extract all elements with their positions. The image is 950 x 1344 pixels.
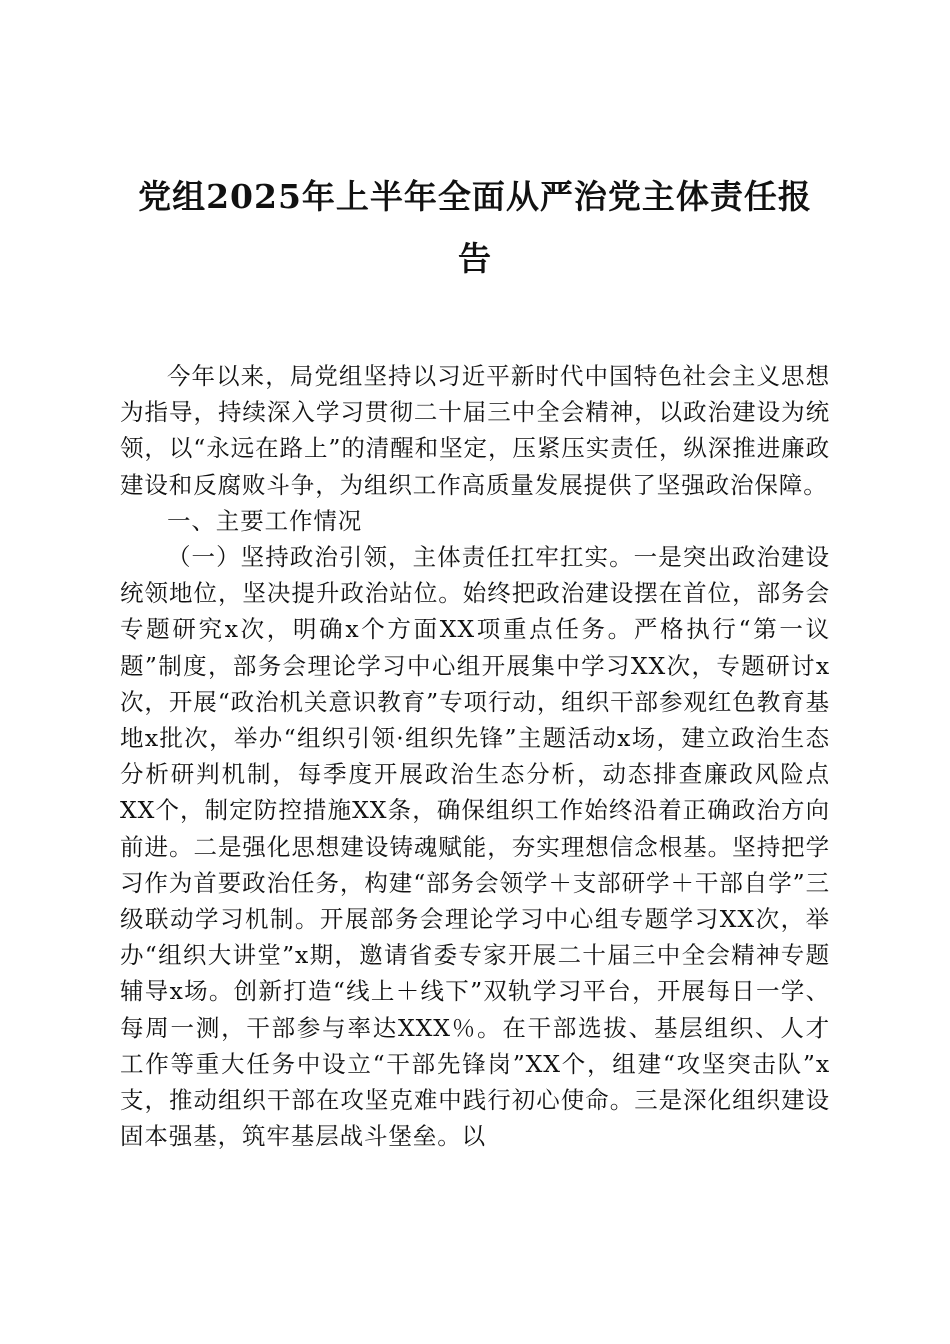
document-title-line-1: 党组2025年上半年全面从严治党主体责任报 [138,177,812,216]
document-body [120,358,830,1154]
intro-paragraph: 今年以来，局党组坚持以习近平新时代中国特色社会主义思想为指导，持续深入学习贯彻二十届三中全会精神，以政治建设为统领，以“永远在路上”的清醒和坚定，压紧压实责任，纵深推进廉政建设和反腐败斗争，为组织工作高质量发展提供了坚强政治保障。 [120,362,830,499]
section-paragraph: （一）坚持政治引领，主体责任扛牢扛实。一是突出政治建设统领地位，坚决提升政治站位。始终把政治建设摆在首位，部务会专题研究x次，明确x个方面XX项重点任务。严格执行“第一议题”制度，部务会理论学习中心组开展集中学习XX次，专题研讨x次，开展“政治机关意识教育”专项行动，组织干部参观红色教育基地x批次，举办“组织引领·组织先锋”主题活动x场，建立政治生态分析研判机制，每季度开展政治生态分析，动态排查廉政风险点XX个，制定防控措施XX条，确保组织工作始终沿着正确政治方向前进。二是强化思想建设铸魂赋能，夯实理想信念根基。坚持把学习作为首要政治任务，构建“部务会领学＋支部研学＋干部自学”三级联动学习机制。开展部务会理论学习中心组专题学习XX次，举办“组织大讲堂”x期，邀请省委专家开展二十届三中全会精神专题辅导x场。创新打造“线上＋线下”双轨学习平台，开展每日一学、每周一测，干部参与率达XXX％。在干部选拔、基层组织、人才工作等重大任务中设立“干部先锋岗”XX个，组建“攻坚突击队”x支，推动组织干部在攻坚克难中践行初心使命。三是深化组织建设固本强基，筑牢基层战斗堡垒。以 [120,543,830,1151]
document-title-line-2: 告 [458,239,492,278]
section-heading: 一、主要工作情况 [167,506,363,535]
document-title [120,166,830,290]
